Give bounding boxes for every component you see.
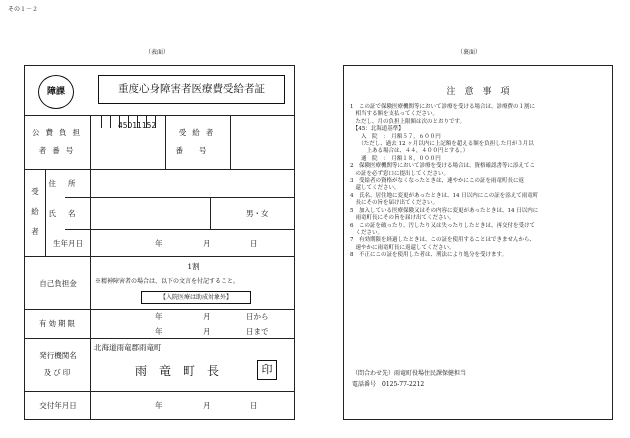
name-label: 氏名 xyxy=(48,209,88,218)
back-side-label: （裏面） xyxy=(457,49,482,56)
note-line: 8 不正にこの証を使用した者は、刑法により処分を受けます。 xyxy=(350,252,508,259)
phone-line: 電話番号 0125-77-2212 xyxy=(352,381,425,388)
valid-to-year: 年 xyxy=(155,327,163,336)
payer-label-l1: 公費負担 xyxy=(32,128,86,137)
back-title: 注 意 事 項 xyxy=(446,87,510,97)
validity-label: 有効期限 xyxy=(39,319,77,328)
note-line: 【45：北海道基準】 xyxy=(350,126,404,133)
card-title: 重度心身障害者医療費受給者証 xyxy=(98,75,285,104)
birth-month: 月 xyxy=(203,239,211,248)
note-line: 速やかに雨竜町長に返還してください。 xyxy=(350,244,455,251)
note-line: ください。 xyxy=(350,229,384,236)
note-line: 長にその旨を届け出てください。 xyxy=(350,200,439,207)
recipient-vertical-2: 給 xyxy=(31,207,39,216)
note-line: 入 院 ： 月額５７，６００円 xyxy=(350,133,441,140)
recipient-number-label-l1: 受給者 xyxy=(178,128,220,137)
stamp-circle: 障課 xyxy=(38,75,74,109)
issue-month: 月 xyxy=(203,401,211,410)
notes-list xyxy=(350,104,608,260)
note-line: 上ある場合は、４４，４００円とする。） xyxy=(350,148,469,155)
note-line: 7 有効期限を経過したときは、この証を使用することはできませんから、 xyxy=(350,237,536,244)
seal-box: 印 xyxy=(257,360,277,380)
note-line: 雨竜町長にその旨を届け出てください。 xyxy=(350,215,455,222)
note-line: 還してください。 xyxy=(350,185,400,192)
note-line: 相当する額を支払ってください。 xyxy=(350,111,439,118)
address-label: 住所 xyxy=(48,179,88,188)
copay-box: 【入院医療は助成対象外】 xyxy=(141,291,251,304)
issue-date-label: 交付年月日 xyxy=(39,401,77,410)
issuer-name: 雨竜町長 xyxy=(135,364,232,378)
birth-day: 日 xyxy=(250,239,258,248)
birth-label: 生年月日 xyxy=(53,239,83,248)
payer-number: 45011152 xyxy=(118,121,157,130)
copay-rate: 1割 xyxy=(187,262,200,271)
contact-line: （問合わせ先）雨竜町役場住民課保健担当 xyxy=(352,370,467,377)
issue-year: 年 xyxy=(155,401,163,410)
payer-label-l2: 者番号 xyxy=(38,146,80,155)
recipient-vertical-1: 受 xyxy=(31,187,39,196)
valid-from-year: 年 xyxy=(155,312,163,321)
note-line: 通 院 ： 月額１８，０００円 xyxy=(350,155,441,162)
birth-year: 年 xyxy=(155,239,163,248)
note-line: ただし、月の負担上限額は次のとおりです。 xyxy=(350,118,466,125)
note-line: 6 この証を破ったり、汚したり又は失ったりしたときは、再交付を受けて xyxy=(350,222,536,229)
note-line: 5 加入している医療保険又はその内容に変更があったときは、14 日以内に xyxy=(350,207,539,214)
issue-day: 日 xyxy=(250,401,258,410)
page-label: その１－２ xyxy=(8,6,39,13)
issuer-label-l1: 発行機関名 xyxy=(39,351,77,360)
gender-options: 男・女 xyxy=(246,209,269,218)
front-side-label: （表面） xyxy=(145,49,170,56)
note-line: の証を必ず窓口に提出してください。 xyxy=(350,170,450,177)
copay-note: ※精神障害者の場合は、以下の文言を付記すること。 xyxy=(95,278,240,285)
recipient-number-label-l2: 番号 xyxy=(175,146,223,155)
valid-to: 日まで xyxy=(246,327,269,336)
copay-label: 自己負担金 xyxy=(39,279,77,288)
note-line: （ただし、過去 12 ヶ月以内に上記額を超える額を負担した月が３月以 xyxy=(350,141,534,148)
recipient-vertical-3: 者 xyxy=(31,227,39,236)
note-line: 4 氏名、居住地に変更があったときは、14 日以内にこの証を添えて雨竜町 xyxy=(350,192,539,199)
note-line: 1 この証で保険医療機関等において診療を受ける場合は、診療費の１割に xyxy=(350,104,536,110)
issuer-label-l2: 及び印 xyxy=(43,368,73,377)
valid-to-month: 月 xyxy=(203,327,211,336)
note-line: 3 受給者の資格がなくなったときは、速やかにこの証を雨竜町長に返 xyxy=(350,178,525,185)
note-line: 2 保険医療機関等において診療を受ける場合は、資格確認書等に添えてこ xyxy=(350,163,536,170)
valid-from: 日から xyxy=(246,312,269,321)
valid-from-month: 月 xyxy=(203,312,211,321)
issuer-address: 北海道雨竜郡雨竜町 xyxy=(94,343,162,352)
